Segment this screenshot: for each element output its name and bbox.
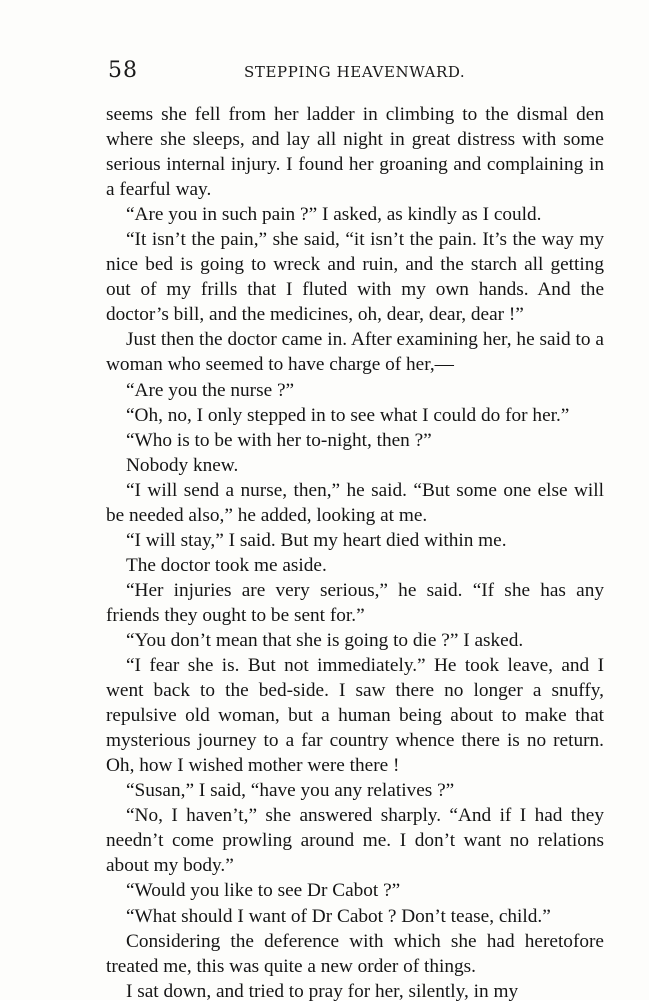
paragraph: “No, I haven’t,” she answered sharply. “And if I had they needn’t come prowling around me. I don’t want no relations about my body.” [106, 805, 604, 877]
paragraph: “What should I want of Dr Cabot ? Don’t tease, child.” [126, 905, 551, 927]
paragraph: “Would you like to see Dr Cabot ?” [126, 880, 401, 902]
paragraph: “Oh, no, I only stepped in to see what I could do for her.” [126, 404, 570, 426]
paragraph: “Her injuries are very serious,” he said. “If she has any friends they ought to be sent for.” [106, 579, 604, 626]
body-text [106, 102, 604, 1004]
page-number: 58 [108, 58, 138, 83]
paragraph: “Are you in such pain ?” I asked, as kindly as I could. [126, 204, 542, 226]
paragraph-continued: seems she fell from her ladder in climbing to the dismal den where she sleeps, and lay all night in great distress with some serious internal injury. I found her groaning and complaining in a fearful way. [106, 104, 604, 201]
paragraph: Considering the deference with which she had heretofore treated me, this was quite a new order of things. [106, 930, 604, 977]
paragraph: “I will send a nurse, then,” he said. “But some one else will be needed also,” he added, looking at me. [106, 479, 604, 526]
paragraph: “It isn’t the pain,” she said, “it isn’t the pain. It’s the way my nice bed is going to wreck and ruin, and the starch all getting out of my frills that I fluted with my own hands. And the doctor’s bill, and the medicines, oh, dear, dear, dear !” [106, 229, 604, 326]
paragraph: Just then the doctor came in. After examining her, he said to a woman who seemed to have charge of her,— [106, 329, 604, 376]
page-header [108, 58, 608, 84]
paragraph: “You don’t mean that she is going to die ?” I asked. [126, 629, 524, 651]
paragraph: “Who is to be with her to-night, then ?” [126, 429, 432, 451]
paragraph: I sat down, and tried to pray for her, silently, in my [126, 980, 519, 1002]
paragraph: Nobody knew. [126, 454, 239, 476]
paragraph: “I will stay,” I said. But my heart died within me. [126, 529, 507, 551]
paragraph: “Susan,” I said, “have you any relatives ?” [126, 780, 455, 802]
paragraph: The doctor took me aside. [126, 554, 327, 576]
paragraph: “I fear she is. But not immediately.” He took leave, and I went back to the bed-side. I saw there no longer a snuffy, repulsive old woman, but a human being about to make that mysterious journey to a far country whence there is no return. Oh, how I wished mother were there ! [106, 655, 604, 777]
paragraph: “Are you the nurse ?” [126, 379, 295, 401]
running-head: STEPPING HEAVENWARD. [244, 63, 466, 81]
